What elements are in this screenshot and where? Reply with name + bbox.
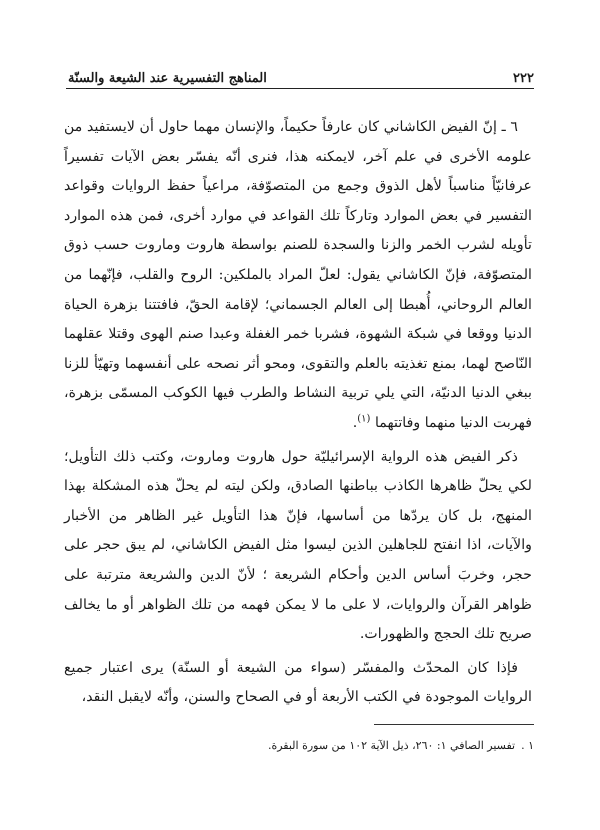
paragraph: ذكر الفيض هذه الرواية الإسرائيليّة حول هاروت وماروت، وكتب ذلك التأويل؛ لكي يحلّ ظاهرها الكاذب بباطنها الصادق، ولكن ليته لم يحلّ هذه المشكلة بهذا المنهج، بل كان يردّها من أساسها، فإنّ هذا التأويل غير الظاهر من الأخبار والآيات، اذا انفتح للجاهلين الذين ليسوا مثل الفيض الكاشاني، لم يبق حجر على حجر، وخربَ أساس الدين وأحكام الشريعة ؛ لأنّ الدين والشريعة مترتبة على ظواهر القرآن والروايات، لا على ما لا يمكن فهمه من تلك الظواهر أو ما يخالف صريح تلك الحجج والظهورات. <box>64 448 532 643</box>
page-header <box>68 66 534 86</box>
footnote <box>66 738 534 754</box>
footnote-divider <box>374 724 534 725</box>
footnote-reference[interactable]: (١) <box>357 413 371 425</box>
footnote-number: ١ . <box>521 739 534 752</box>
header-divider <box>66 88 534 89</box>
body-text <box>64 113 532 717</box>
footnote-text: تفسير الصافي ١: ٢٦٠، ذيل الآية ١٠٢ من سورة البقرة. <box>267 739 516 752</box>
paragraph: فإذا كان المحدّث والمفسّر (سواء من الشيعة أو السنّة) يرى اعتبار جميع الروايات الموجودة في الكتب الأربعة أو في الصحاح والسنن، وأنّه لايقبل النقد، <box>64 659 532 706</box>
page-number: ٢٢٢ <box>513 71 534 86</box>
paragraph-text: ٦ ـ إنّ الفيض الكاشاني كان عارفاً حكيماً، والإنسان مهما حاول أن لايستفيد من علومه الأخرى في علم آخر، لايمكنه هذا، فنرى أنّه يفسّر بعض الآيات تفسيراً عرفانيّاً مناسباً لأهل الذوق وجمع من المتصوّفة، مراعياً حفظ الروايات وقواعد التفسير في بعض الموارد وتاركاً تلك القواعد في موارد أخرى، فمن هذه الموارد تأويله لشرب الخمر والزنا والسجدة للصنم بواسطة هاروت وماروت حسب ذوق المتصوّفة، فإنّ الكاشاني يقول: لعلّ المراد بالملكين: الروح والقلب، فإنّهما من العالم الروحاني، أُهبطا إلى العالم الجسماني؛ لإقامة الحقّ، فافتتنا بزهرة الحياة الدنيا ووقعا في شبكة الشهوة، فشربا خمر الغفلة وعبدا صنم الهوى وقتلا عقلهما النّاصح لهما، بمنع تغذيته بالعلم والتقوى، ومحو أثر نصحه على أنفسهما وتهيّأ للزنا ببغي الدنيا الدنيّة، التي يلي تربية النشاط والطرب فيها الكوكب المسمّى بزهرة، فهربت الدنيا منهما وفاتتهما <box>64 119 532 431</box>
running-title: المناهج التفسيرية عند الشيعة والسنّة <box>68 71 267 86</box>
paragraph: ٦ ـ إنّ الفيض الكاشاني كان عارفاً حكيماً، والإنسان مهما حاول أن لايستفيد من علومه الأخرى في علم آخر، لايمكنه هذا، فنرى أنّه يفسّر بعض الآيات تفسيراً عرفانيّاً مناسباً لأهل الذوق وجمع من المتصوّفة، مراعياً حفظ الروايات وقواعد التفسير في بعض الموارد وتاركاً تلك القواعد في موارد أخرى، فمن هذه الموارد تأويله لشرب الخمر والزنا والسجدة للصنم بواسطة هاروت وماروت حسب ذوق المتصوّفة، فإنّ الكاشاني يقول: لعلّ المراد بالملكين: الروح والقلب، فإنّهما من العالم الروحاني، أُهبطا إلى العالم الجسماني؛ لإقامة الحقّ، فافتتنا بزهرة الحياة الدنيا ووقعا في شبكة الشهوة، فشربا خمر الغفلة وعبدا صنم الهوى وقتلا عقلهما النّاصح لهما، بمنع تغذيته بالعلم والتقوى، ومحو أثر نصحه على أنفسهما وتهيّأ للزنا ببغي الدنيا الدنيّة، التي يلي تربية النشاط والطرب فيها الكوكب المسمّى بزهرة، فهربت الدنيا منهما وفاتتهما $^{(١)}$. <box>64 119 532 431</box>
